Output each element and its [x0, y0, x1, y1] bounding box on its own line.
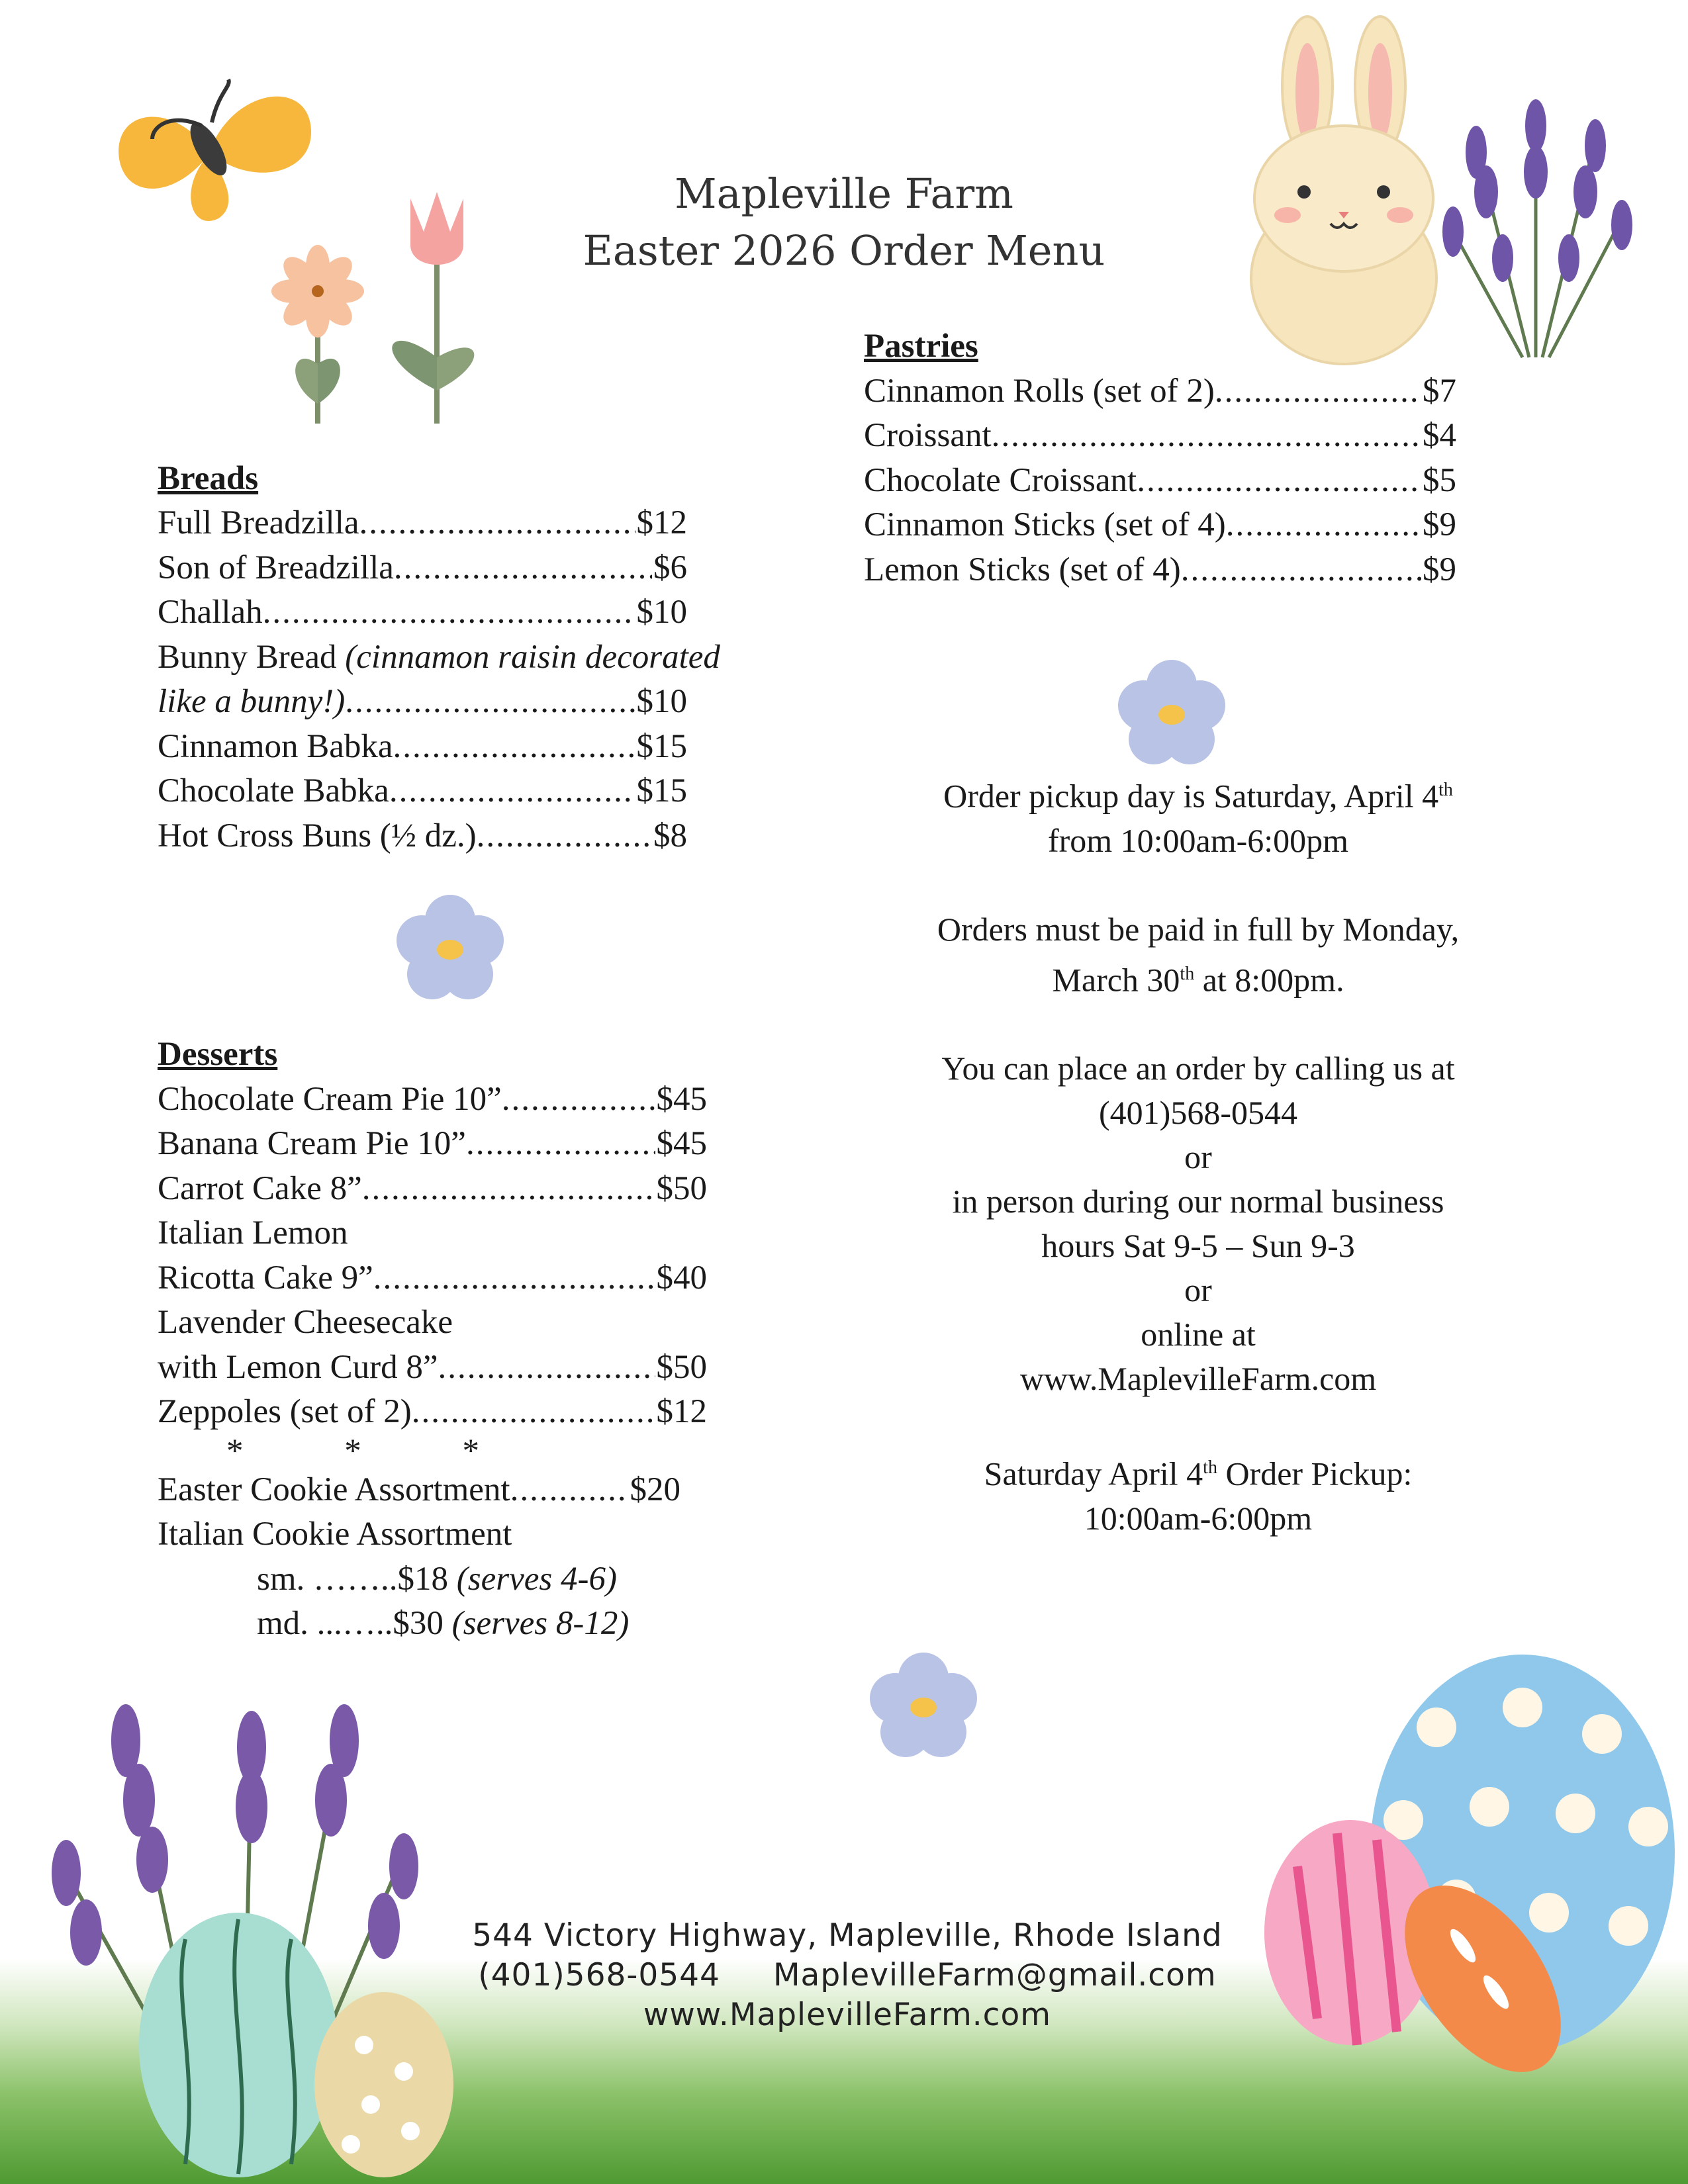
item-price: $7	[1423, 372, 1456, 410]
pickup-text: Order pickup day is Saturday, April 4	[943, 777, 1439, 815]
list-item: Italian Cookie Assortment	[158, 1516, 512, 1553]
item-price: $5	[1423, 461, 1456, 499]
item-price: $4	[1423, 417, 1456, 454]
or-text: or	[1184, 1138, 1212, 1176]
footer-address: 544 Victory Highway, Mapleville, Rhode Island	[472, 1917, 1223, 1954]
list-item	[158, 1256, 707, 1301]
item-price: $45	[656, 1125, 707, 1162]
item-name: Zeppoles (set of 2)	[158, 1393, 412, 1430]
ordering-info	[880, 1046, 1516, 1401]
payment-info	[880, 907, 1516, 1003]
footer	[450, 1916, 1244, 2035]
item-price: $40	[656, 1259, 707, 1297]
item-price: $45	[656, 1080, 707, 1118]
list-item	[158, 680, 687, 725]
list-item	[158, 501, 687, 546]
list-item	[158, 1077, 707, 1122]
item-name: Ricotta Cake 9”	[158, 1259, 373, 1297]
payment-time: at 8:00pm.	[1194, 961, 1344, 999]
separator: * * *	[226, 1432, 526, 1470]
item-name: Cinnamon Sticks (set of 4)	[864, 506, 1226, 543]
item-name: Hot Cross Buns (½ dz.)	[158, 817, 477, 854]
item-price: $12	[636, 504, 687, 541]
item-name: Lemon Sticks (set of 4)	[864, 551, 1181, 588]
bunny-icon	[1231, 13, 1456, 371]
list-item	[158, 1602, 707, 1647]
item-name: Chocolate Croissant	[864, 461, 1137, 499]
item-note: like a bunny!)	[158, 683, 346, 720]
item-name: Challah	[158, 594, 263, 631]
item-price: $15	[636, 727, 687, 765]
item-price: $30	[393, 1605, 444, 1642]
item-name: Carrot Cake 8”	[158, 1169, 362, 1207]
item-price: $12	[656, 1393, 707, 1430]
item-price: $10	[636, 683, 687, 720]
list-item	[158, 1122, 707, 1167]
menu-title: Easter 2026 Order Menu	[583, 226, 1105, 275]
list-item	[864, 459, 1456, 504]
size-label: md.	[257, 1605, 317, 1642]
item-price: $15	[636, 772, 687, 809]
list-item: Lavender Cheesecake	[158, 1304, 453, 1341]
item-note: (cinnamon raisin decorated	[345, 638, 720, 676]
list-item	[864, 548, 1456, 593]
list-item	[158, 1468, 680, 1513]
serves-note: (serves 8-12)	[451, 1605, 630, 1642]
blue-flower-icon	[864, 1648, 983, 1767]
list-item	[158, 725, 687, 770]
footer-phone[interactable]: (401)568-0544	[478, 1957, 720, 1993]
item-price: $18	[397, 1560, 449, 1598]
item-name: Banana Cream Pie 10”	[158, 1125, 466, 1162]
final-pickup-label: Order Pickup:	[1217, 1455, 1413, 1492]
superscript: th	[1203, 1457, 1217, 1479]
superscript: th	[1180, 963, 1195, 984]
list-item	[864, 503, 1456, 548]
footer-email[interactable]: MaplevilleFarm@gmail.com	[773, 1957, 1217, 1993]
pickup-info	[880, 768, 1516, 863]
lavender-eggs-icon	[33, 1701, 457, 2177]
page-title	[516, 165, 1172, 279]
leader: ...…..	[316, 1605, 393, 1642]
list-item	[158, 1557, 707, 1602]
order-text: online at	[1141, 1316, 1256, 1353]
breads-list	[158, 501, 720, 858]
list-item	[158, 590, 687, 635]
pastries-section	[864, 324, 1456, 592]
section-title: Breads	[158, 460, 259, 497]
farm-name: Mapleville Farm	[675, 169, 1013, 218]
list-item	[158, 769, 687, 814]
business-hours: hours Sat 9-5 – Sun 9-3	[1041, 1227, 1355, 1265]
breads-section	[158, 457, 687, 502]
leader: ……..	[313, 1560, 398, 1598]
item-name: with Lemon Curd 8”	[158, 1348, 438, 1386]
desserts-section	[158, 1032, 707, 1647]
item-name: Cinnamon Babka	[158, 727, 393, 765]
item-name: Croissant	[864, 417, 992, 454]
item-price: $6	[653, 549, 687, 586]
list-item	[158, 1167, 707, 1212]
section-title: Desserts	[158, 1036, 278, 1073]
final-pickup-text: Saturday April 4	[984, 1455, 1203, 1492]
item-price: $50	[656, 1169, 707, 1207]
item-price: $10	[636, 594, 687, 631]
footer-contact	[450, 1956, 1244, 1995]
item-price: $9	[1423, 506, 1456, 543]
payment-date: March 30	[1052, 961, 1180, 999]
blue-flower-icon	[391, 890, 510, 1009]
item-name: Bunny Bread	[158, 638, 337, 676]
final-pickup-time: 10:00am-6:00pm	[1084, 1499, 1313, 1537]
superscript: th	[1438, 780, 1453, 800]
item-name: Chocolate Cream Pie 10”	[158, 1080, 502, 1118]
pickup-time: from 10:00am-6:00pm	[1047, 821, 1349, 859]
item-name: Easter Cookie Assortment	[158, 1471, 510, 1508]
or-text: or	[1184, 1271, 1212, 1309]
size-label: sm.	[257, 1560, 314, 1598]
website-link[interactable]: www.MaplevilleFarm.com	[1019, 1360, 1377, 1398]
list-item	[158, 1390, 707, 1435]
list-item	[158, 814, 687, 859]
list-item: Italian Lemon	[158, 1214, 348, 1251]
item-name: Full Breadzilla	[158, 504, 359, 541]
item-price: $8	[653, 817, 687, 854]
final-pickup-info	[880, 1445, 1516, 1541]
list-item	[158, 635, 720, 680]
item-price: $50	[656, 1348, 707, 1386]
phone-link[interactable]: (401)568-0544	[1099, 1094, 1297, 1132]
order-text: You can place an order by calling us at	[941, 1050, 1455, 1087]
item-price: $20	[630, 1471, 680, 1508]
payment-text: Orders must be paid in full by Monday,	[937, 910, 1460, 948]
item-name: Cinnamon Rolls (set of 2)	[864, 372, 1215, 410]
spring-flowers-icon	[265, 192, 503, 430]
item-name: Chocolate Babka	[158, 772, 389, 809]
item-price: $9	[1423, 551, 1456, 588]
blue-flower-icon	[1112, 655, 1231, 774]
list-item	[864, 369, 1456, 414]
list-item	[158, 1345, 707, 1390]
list-item	[864, 414, 1456, 459]
section-title: Pastries	[864, 328, 978, 365]
order-info	[880, 768, 1516, 1585]
footer-website[interactable]: www.MaplevilleFarm.com	[643, 1997, 1052, 2033]
list-item	[158, 546, 687, 591]
easter-eggs-icon	[1258, 1648, 1681, 2124]
item-name: Son of Breadzilla	[158, 549, 394, 586]
serves-note: (serves 4-6)	[456, 1560, 617, 1598]
order-text: in person during our normal business	[952, 1183, 1444, 1220]
